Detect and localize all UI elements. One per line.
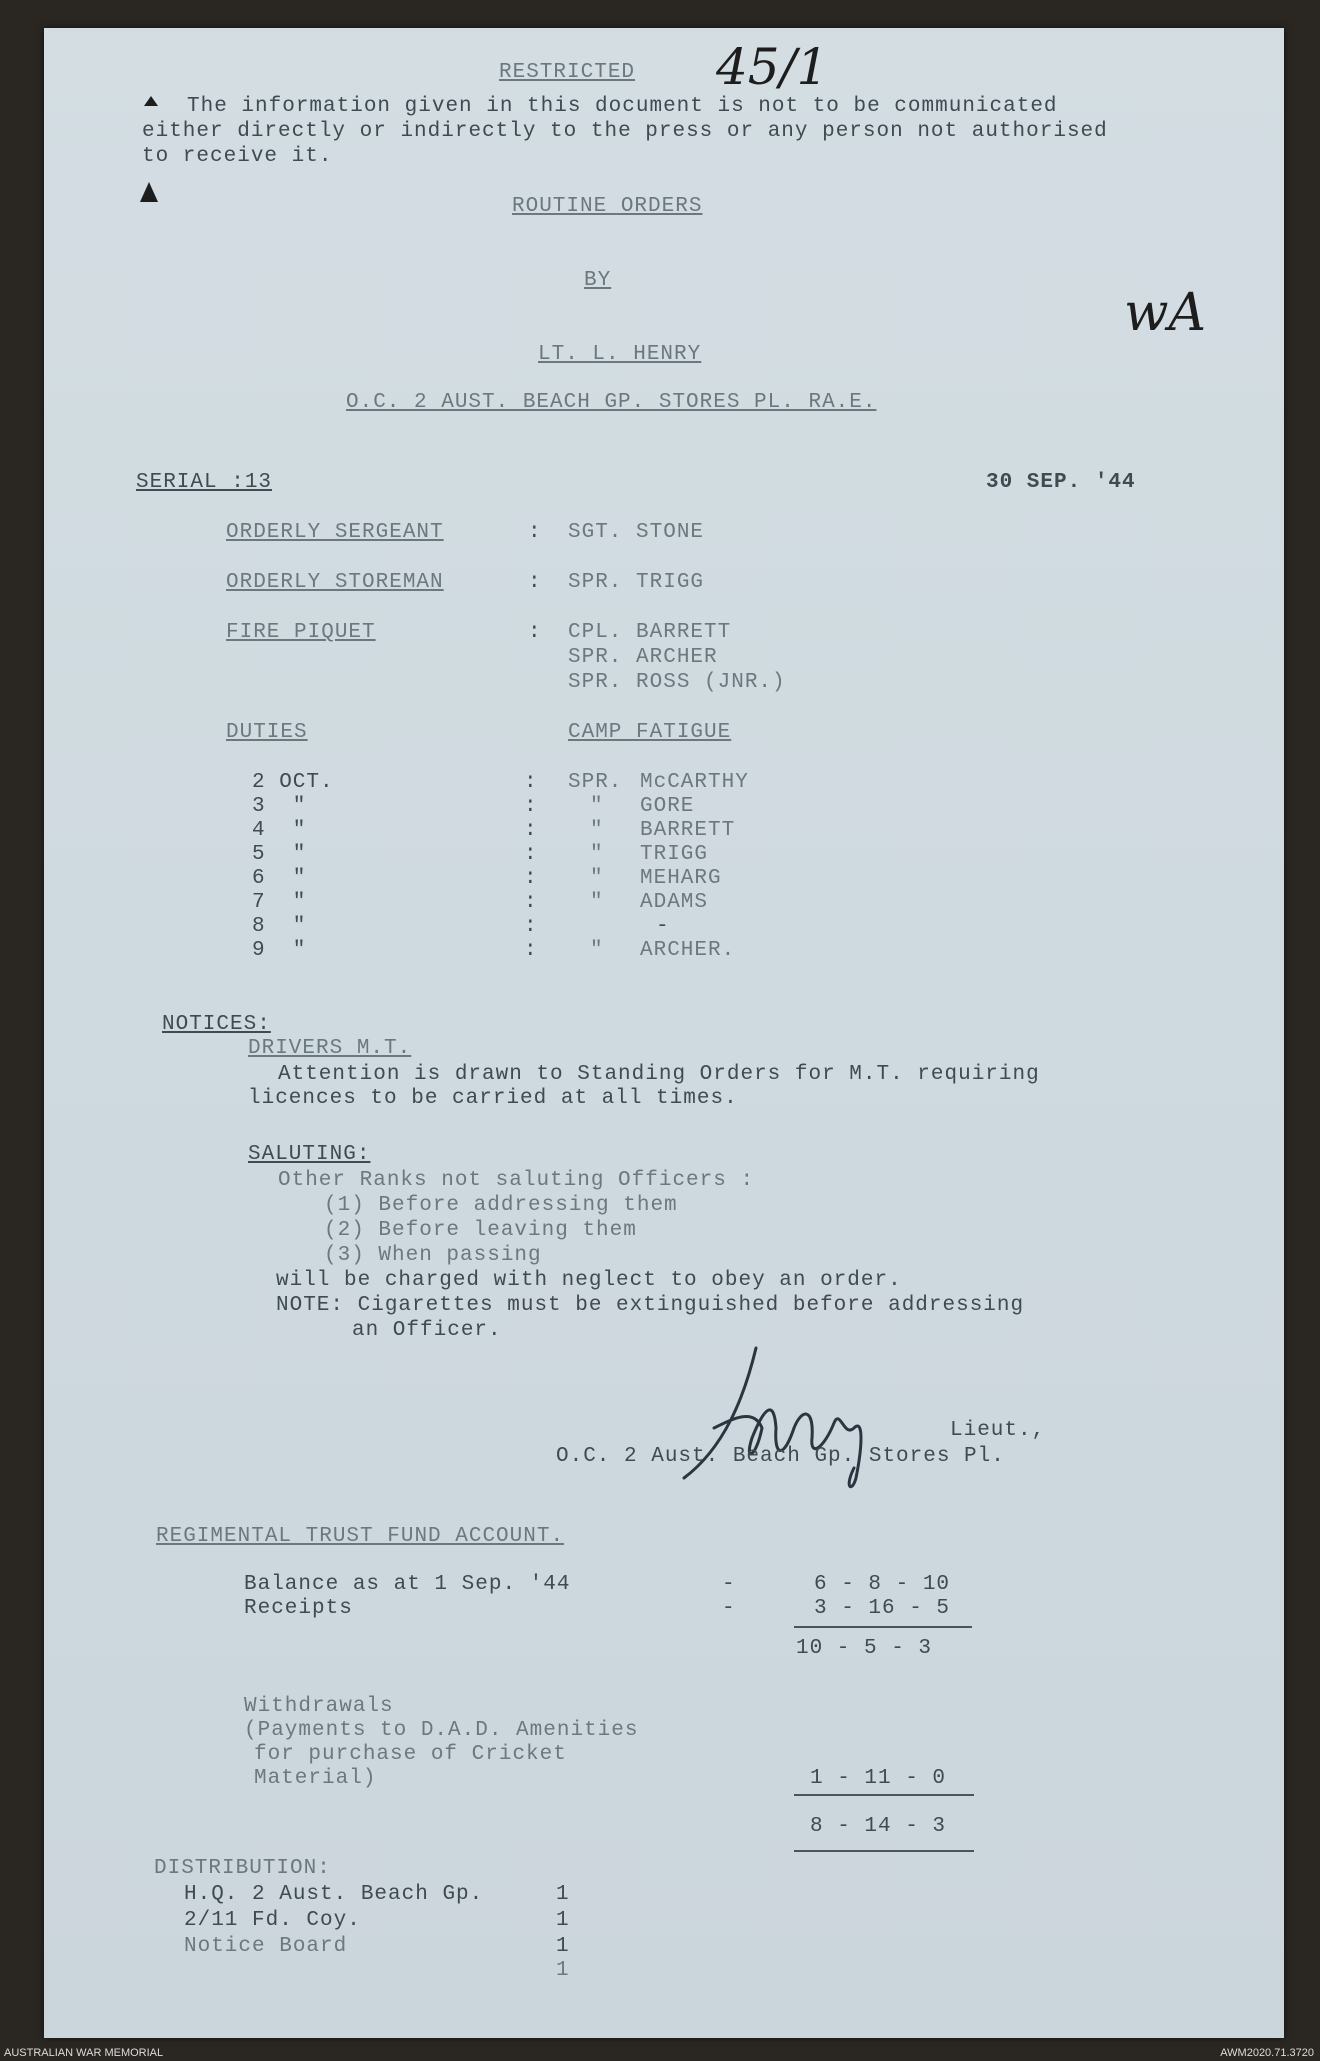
withdrawals-detail: (Payments to D.A.D. Amenities bbox=[244, 1719, 639, 1742]
warning-line-3: to receive it. bbox=[142, 145, 333, 168]
duty-name: BARRETT bbox=[640, 819, 736, 842]
unit-name: O.C. 2 AUST. BEACH GP. STORES PL. RA.E. bbox=[346, 391, 877, 414]
orderly-storeman-sep: : bbox=[528, 571, 542, 594]
duty-sep: : bbox=[524, 891, 538, 914]
duty-day: 3 " bbox=[252, 795, 307, 818]
fire-piquet-member: SPR. ROSS (JNR.) bbox=[568, 671, 786, 694]
saluting-heading: SALUTING: bbox=[248, 1143, 371, 1166]
saluting-note: an Officer. bbox=[352, 1319, 502, 1342]
saluting-line: (1) Before addressing them bbox=[324, 1194, 678, 1217]
duty-sep: : bbox=[524, 819, 538, 842]
duty-day: 6 " bbox=[252, 867, 307, 890]
saluting-line: will be charged with neglect to obey an order. bbox=[276, 1269, 902, 1292]
warning-line-2: either directly or indirectly to the press or any person not authorised bbox=[142, 120, 1108, 143]
orderly-storeman-label: ORDERLY STOREMAN bbox=[226, 571, 444, 594]
handwritten-mark: wA bbox=[1124, 283, 1207, 343]
punch-hole-mark bbox=[144, 96, 158, 106]
duty-rank: " bbox=[590, 939, 604, 962]
duty-day: 5 " bbox=[252, 843, 307, 866]
duty-name: GORE bbox=[640, 795, 695, 818]
duty-sep: : bbox=[524, 939, 538, 962]
saluting-note: NOTE: Cigarettes must be extinguished before addressing bbox=[276, 1294, 1025, 1317]
duty-name: - bbox=[656, 915, 670, 938]
fire-piquet-member: SPR. ARCHER bbox=[568, 646, 718, 669]
receipts-dash: - bbox=[722, 1597, 736, 1620]
duty-name: ADAMS bbox=[640, 891, 709, 914]
by-line: BY bbox=[584, 269, 612, 292]
fire-piquet-member: CPL. BARRETT bbox=[568, 621, 732, 644]
balance-label: Balance as at 1 Sep. '44 bbox=[244, 1573, 571, 1596]
subtotal-rule bbox=[794, 1626, 972, 1628]
receipts-label: Receipts bbox=[244, 1597, 353, 1620]
orderly-sergeant-sep: : bbox=[528, 521, 542, 544]
orderly-sergeant-label: ORDERLY SERGEANT bbox=[226, 521, 444, 544]
duty-name: MEHARG bbox=[640, 867, 722, 890]
duty-day: 7 " bbox=[252, 891, 307, 914]
distribution-name: 2/11 Fd. Coy. bbox=[184, 1909, 361, 1932]
duty-sep: : bbox=[524, 843, 538, 866]
fire-piquet-label: FIRE PIQUET bbox=[226, 621, 376, 644]
document-page bbox=[44, 28, 1284, 2038]
duty-rank: SPR. bbox=[568, 771, 623, 794]
distribution-name: Notice Board bbox=[184, 1935, 348, 1958]
drivers-heading: DRIVERS M.T. bbox=[248, 1037, 412, 1060]
distribution-count: 1 bbox=[556, 1883, 570, 1906]
distribution-count: 1 bbox=[556, 1935, 570, 1958]
duty-day: 8 " bbox=[252, 915, 307, 938]
duty-rank: " bbox=[590, 819, 604, 842]
withdrawals-value: 1 - 11 - 0 bbox=[810, 1767, 947, 1790]
distribution-name: H.Q. 2 Aust. Beach Gp. bbox=[184, 1883, 484, 1906]
fire-piquet-sep: : bbox=[528, 621, 542, 644]
officer-name: LT. L. HENRY bbox=[538, 343, 702, 366]
duties-heading: DUTIES bbox=[226, 721, 308, 744]
duty-sep: : bbox=[524, 771, 538, 794]
signature-title: O.C. 2 Aust. Beach Gp. Stores Pl. bbox=[556, 1445, 1005, 1468]
orderly-sergeant-value: SGT. STONE bbox=[568, 521, 705, 544]
notices-heading: NOTICES: bbox=[162, 1013, 271, 1036]
duty-sep: : bbox=[524, 915, 538, 938]
punch-hole-mark bbox=[140, 182, 158, 202]
duty-day: 9 " bbox=[252, 939, 307, 962]
distribution-heading: DISTRIBUTION: bbox=[154, 1857, 331, 1880]
duty-name: ARCHER. bbox=[640, 939, 736, 962]
distribution-count: 1 bbox=[556, 1959, 570, 1982]
saluting-line: (3) When passing bbox=[324, 1244, 542, 1267]
saluting-line: (2) Before leaving them bbox=[324, 1219, 637, 1242]
handwritten-signature bbox=[644, 1308, 964, 1508]
drivers-line-2: licences to be carried at all times. bbox=[248, 1087, 738, 1110]
final-rule-bottom bbox=[794, 1850, 974, 1852]
order-date: 30 SEP. '44 bbox=[986, 471, 1136, 494]
document-title: ROUTINE ORDERS bbox=[512, 195, 703, 218]
handwritten-reference: 45/1 bbox=[716, 38, 829, 96]
duty-rank: " bbox=[590, 795, 604, 818]
withdrawals-detail: Material) bbox=[254, 1767, 377, 1790]
duty-day: 2 OCT. bbox=[252, 771, 334, 794]
warning-line-1: The information given in this document is not to be communicated bbox=[187, 95, 1058, 118]
duty-day: 4 " bbox=[252, 819, 307, 842]
distribution-count: 1 bbox=[556, 1909, 570, 1932]
duty-name: TRIGG bbox=[640, 843, 709, 866]
duty-name: McCARTHY bbox=[640, 771, 749, 794]
duty-rank: " bbox=[590, 843, 604, 866]
footer-left: AUSTRALIAN WAR MEMORIAL bbox=[4, 2047, 164, 2059]
withdrawals-label: Withdrawals bbox=[244, 1695, 394, 1718]
orderly-storeman-value: SPR. TRIGG bbox=[568, 571, 705, 594]
final-rule-top bbox=[794, 1794, 974, 1796]
camp-fatigue-heading: CAMP FATIGUE bbox=[568, 721, 732, 744]
duty-sep: : bbox=[524, 867, 538, 890]
duty-rank: " bbox=[590, 891, 604, 914]
duty-sep: : bbox=[524, 795, 538, 818]
subtotal-value: 10 - 5 - 3 bbox=[796, 1637, 933, 1660]
account-heading: REGIMENTAL TRUST FUND ACCOUNT. bbox=[156, 1525, 565, 1548]
final-balance: 8 - 14 - 3 bbox=[810, 1815, 947, 1838]
classification: RESTRICTED bbox=[499, 61, 636, 84]
withdrawals-detail: for purchase of Cricket bbox=[254, 1743, 567, 1766]
signature-rank: Lieut., bbox=[950, 1419, 1046, 1442]
duty-rank: " bbox=[590, 867, 604, 890]
balance-dash: - bbox=[722, 1573, 736, 1596]
saluting-line: Other Ranks not saluting Officers : bbox=[278, 1169, 755, 1192]
balance-value: 6 - 8 - 10 bbox=[814, 1573, 951, 1596]
drivers-line-1: Attention is drawn to Standing Orders for M.T. requiring bbox=[278, 1063, 1040, 1086]
footer-right: AWM2020.71.3720 bbox=[1220, 2047, 1314, 2059]
serial-number: SERIAL :13 bbox=[136, 471, 273, 494]
receipts-value: 3 - 16 - 5 bbox=[814, 1597, 951, 1620]
